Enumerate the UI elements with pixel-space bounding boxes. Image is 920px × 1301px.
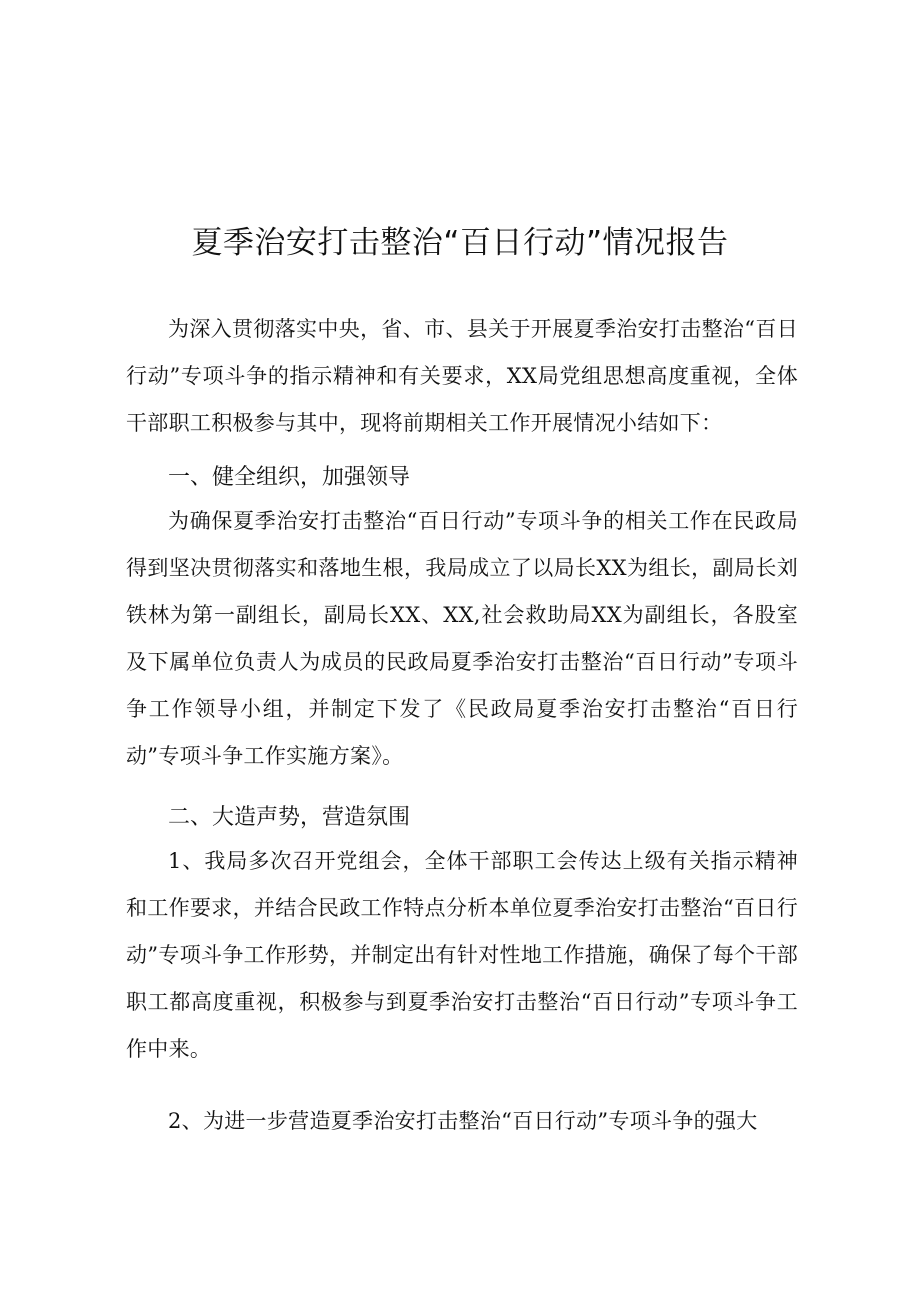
section-heading-1: 一、健全组织，加强领导 — [168, 465, 411, 490]
document-title: 夏季治安打击整治“百日行动”情况报告 — [191, 225, 729, 261]
section-1-paragraph-1: 为确保夏季治安打击整治“百日行动”专项斗争的相关工作在民政局得到坚决贯彻落实和落地生根，我局成立了以局长XX为组长，副局长刘铁林为第一副组长，副局长XX、XX,社会救助局XX为副组长，各股室及下属单位负责人为成员的民政局夏季治安打击整治“百日行动”专项斗争工作领导小组，并制定下发了《民政局夏季治安打击整治“百日行动”专项斗争工作实施方案》。 — [126, 509, 798, 768]
intro-paragraph: 为深入贯彻落实中央，省、市、县关于开展夏季治安打击整治“百日行动”专项斗争的指示精神和有关要求，XX局党组思想高度重视，全体干部职工积极参与其中，现将前期相关工作开展情况小结如下： — [126, 317, 798, 435]
section-2-paragraph-2: 2、为进一步营造夏季治安打击整治“百日行动”专项斗争的强大 — [168, 1109, 758, 1133]
section-heading-2: 二、大造声势，营造氛围 — [168, 805, 411, 830]
section-2-paragraph-1: 1、我局多次召开党组会，全体干部职工会传达上级有关指示精神和工作要求，并结合民政工作特点分析本单位夏季治安打击整治“百日行动”专项斗争工作形势，并制定出有针对性地工作措施，确保了每个干部职工都高度重视，积极参与到夏季治安打击整治“百日行动”专项斗争工作中来。 — [126, 849, 798, 1061]
